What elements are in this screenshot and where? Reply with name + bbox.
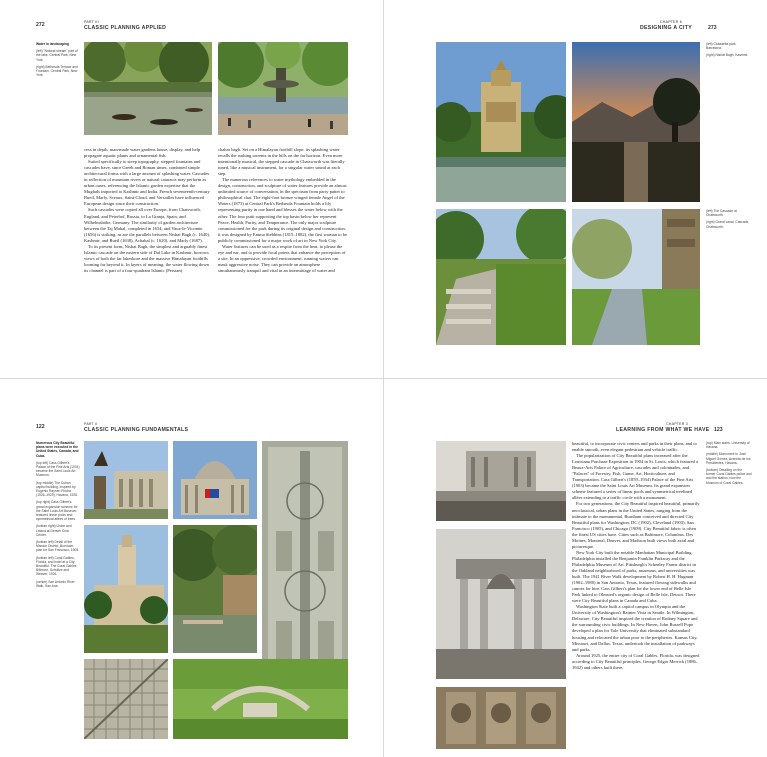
page-272 — [0, 0, 383, 378]
paragraph: New York City built the notable Manhattan Municipal Building. Philadelphia installed the Benjamin Franklin Parkway and the Philadelphia Museum of Art. Pittsburgh's Schenley Farms district in the Oakland neighborhood of parks, museums, and universities was built. The 1941 River Walk development by Robert H. H. Hugman (1902–1980) in San Antonio, Texas, featured flowing sidewalks and canoes for hire. Cass Gilbert's plan for the lower end of Belle Isle Park linked to Olmsted's organic design of Belle Isle, Detroit. There were City Beautiful plans in Canada and Cuba. — [572, 549, 696, 604]
caption: (center) San Antonio River Walk, San Ana. — [36, 579, 75, 588]
page-123 — [384, 379, 767, 757]
page-number: 272 — [36, 22, 45, 28]
paragraph: Water features can be used as a respite from the heat, to please the eye and ear, and to provide focal points that enhance the perception of a site. In an oppressive, crowded environment, running waters can mask aggressive noise. They can provide an atmosphere simultaneously tranquil and vital in an intermittage of water and — [218, 243, 346, 273]
part-label: CHAPTER 6 — [660, 20, 682, 24]
part-label: PART III — [84, 20, 99, 24]
caption: (bottom right) Union and Leland at Denver Civic Center. — [36, 524, 72, 537]
photo-bethesda-fountain — [218, 42, 348, 135]
caption: (top middle) The Cuban capitol building, inspired by Eugenio Rayneri Piedra (1926–1929), Havana, 1926. — [36, 480, 78, 498]
photo-san-antonio-river-walk — [173, 525, 257, 653]
caption-right: (right) Grand canal, Cascade, Chatsworth. — [706, 220, 750, 229]
page-273 — [384, 0, 767, 378]
photo-cuban-capitol — [173, 441, 257, 519]
page-122 — [0, 379, 383, 757]
photo-nishat-bagh — [572, 42, 700, 202]
photo-denver-civic-center — [173, 659, 348, 739]
paragraph: Suited specifically to steep topography, stepped fountains and cascades have, since Greek and Roman times, combined simple architectural forms with a large amount of splashing water. Cascades in reflection of mountain rivers or natural cataracts may perform as urban oases, referencing the Islamic garden expertise that the Mughals imported to Kashmir and India. French seventeenth-century Rueil, Marly, Sceaux, Saint-Cloud, and Versailles have influenced European design since their construction. — [84, 159, 210, 207]
photo-chatsworth-cascade — [436, 209, 566, 345]
photo-coral-gables-biltmore — [84, 525, 168, 653]
caption: (bottom) Detailing on the former Coral Gables police and and fire station, now the Museum of Coral Gables. — [706, 468, 752, 485]
photo-jose-miguel-gomez-monument — [436, 529, 566, 679]
photo-central-park-lake — [84, 42, 212, 135]
part-label: CHAPTER 3 — [666, 422, 688, 426]
photo-captions — [36, 441, 80, 591]
paragraph: Such cascades were copied all over Europe, from Chatsworth, England, and Peterhof, Russia, to La Granja, Spain, and Wilhelmshöhe, Germany. The similarity of garden architecture between the Taj Mahal, completed in 1654, and Vaux-le-Vicomte (1656) is striking, as are the parallels between Nishat Bagh (c. 1640), Kashmir, and Rueil (1638), Achabal (c. 1620), and Marly (1687). — [84, 207, 211, 243]
caption-heading: Water in landscaping — [36, 42, 70, 46]
caption: (top left) Cass Gilbert's Palace of the Fine Arts (1904) became the Saint Louis Art Museum. — [36, 460, 80, 478]
page-number: 123 — [714, 427, 723, 433]
paragraph: cess in depth, man-made water gardens house, display, and help propagate aquatic plants and ornamental fish. — [84, 147, 201, 159]
photo-captions-top — [706, 42, 750, 61]
paragraph: For two generations, the City Beautiful inspired beautiful, primarily neoclassical, urban plans in the United States, ranging from the intimate to the monumental. Burnham conceived and directed City Beautiful plans for Washington, DC (1902), Cleveland (1903), San Francisco (1905), and Chicago (1909). City Beautiful fabric is often the finest US cities have. Cities such as Baltimore, Columbus, Des Moines, Montreal, Denver, and Madison built views both axial and picturesque. — [572, 501, 700, 549]
part-label: PART II — [84, 422, 98, 426]
section-title: CLASSIC PLANNING FUNDAMENTALS — [84, 427, 189, 433]
photo-saint-louis-art-museum — [84, 441, 168, 519]
paragraph: chahar bagh. Set on a Himalayan foothill slope, its splashing water recalls the rushing torrents in the hills on the far horizon. Even more intentionally musical, the stepped cascade in Chatsworth was literally tuned, like a musical instrument, for a singular water sound at each step. — [218, 147, 345, 177]
section-title: CLASSIC PLANNING APPLIED — [84, 25, 167, 31]
photo-coral-gables-police-station — [436, 687, 566, 749]
section-title: DESIGNING A CITY — [640, 25, 692, 31]
caption-left: (left) The Cascade at Chatsworth. — [706, 209, 737, 218]
caption: (bottom left) Detail of the Mission District, Burnham plan for San Francisco, 1905. — [36, 540, 80, 553]
caption-left: (left) "Natural stream" part of the lake, Central Park, New York. — [36, 49, 78, 62]
paragraph: Washington State built a capitol campus in Olympia and the University of Washington's Rainier Vista in Seattle. In Wilmington, Delaware, City Beautiful inspired the creation of Rodney Square and the surrounding civic buildings. In New Haven, John Russell Pope developed a plan for Yale University that eliminated substandard housing and relocated the urban poor to the peripheries. Kansas City, Missouri, and Dallas, Texas, undertook the installation of parkways and parks. — [572, 604, 698, 652]
caption: (top) Main stairs, University of Havana. — [706, 441, 750, 450]
body-column — [572, 441, 700, 671]
caption-right: (right) Bethesda Terrace and Fountain, Central Park, New York. — [36, 64, 78, 78]
paragraph: The numerous references to water mythology embedded in the design, construction, and sculpture of water features provide an almost unlimited source of conversation, in the spectrum from party patter to philosophical chat. The eight-foot bronze winged female Angel of the Waters (1873) at Central Park's Bethesda Fountain holds a lily representing purity in one hand and blesses the water below with the other. The four putti supporting the top basin below her represent Peace, Health, Purity, and Temperance. The only major sculpture commissioned for the park during its original design and construction, it was designed by Emma Stebbins (1815–1882), the first woman to be publicly commissioned for a major work of art in New York City. — [218, 177, 348, 243]
page-number: 273 — [708, 25, 717, 31]
paragraph: Around 1925, the entire city of Coral Gables, Florida, was designed according to City Beautiful principles. George Edgar Merrick (1886–1942) and others built there, — [572, 652, 700, 670]
photo-mission-district-plan — [84, 659, 168, 739]
photo-ciutadella-park — [436, 42, 566, 202]
photo-grand-canal-chatsworth — [572, 209, 700, 345]
caption-right: (right) Nishat Bagh, Kashmir. — [706, 53, 749, 58]
caption: (top right) Cass Gilbert's grand expansion scheme for the Saint Louis Art Museum featured linear pools and symmetrical allees of trees. — [36, 500, 78, 522]
paragraph: The popularization of City Beautiful plans increased after the Louisiana Purchase Exposition in 1904 in St. Louis, which featured a Beaux-Arts Palace of Agriculture, cascades and colonnades, and "Palaces" of Forestry, Fish, Game, Art, Horticulture, and Transportation. Cass Gilbert's (1859–1934) Palace of the Fine Arts (1903) became the Saint Louis Art Museum. Its grand expansion scheme featured a series of linear pools and symmetrical treelined allées extending to a traffic circle with a monument. — [572, 453, 699, 501]
photo-saint-louis-expansion-plan — [262, 441, 348, 681]
body-column-1 — [84, 147, 212, 274]
section-title: LEARNING FROM WHAT WE HAVE — [616, 427, 710, 433]
photo-captions — [706, 441, 752, 488]
body-column-2 — [218, 147, 348, 274]
photo-university-of-havana-stairs — [436, 441, 566, 521]
photo-captions — [36, 42, 78, 80]
caption-heading: Numerous City Beautiful plans were executed in the United States, Canada, and Cuba. — [36, 441, 79, 458]
paragraph: beautiful, to incorporate civic centers and parks in their plans, and to enable smooth, even elegant pedestrian and vehicle traffic. — [572, 441, 697, 453]
page-number: 122 — [36, 424, 45, 430]
paragraph: To its present form, Nishat Bagh, the simplest and arguably finest Islamic cascade on the eastern side of Dal Lake in Kashmir, borrows views of both the far lakeshore and the massive Himalayan foothills looming far beyond it. In layers of meaning, the water flowing down its channel is part of a four-quadrant Islamic (Persian) — [84, 243, 209, 273]
photo-captions-bottom — [706, 209, 750, 232]
caption: (bottom left) Coral Gables, Florida, and hotel at a City Beautiful. The Coral Gables Biltmore, Schultze and Weaver, 1926. — [36, 555, 77, 577]
caption-left: (left) Ciutadella park, Barcelona. — [706, 42, 737, 51]
caption: (middle) Monument to José Miguel Gómez, Avenida de los Presidentes, Havana. — [706, 452, 751, 465]
